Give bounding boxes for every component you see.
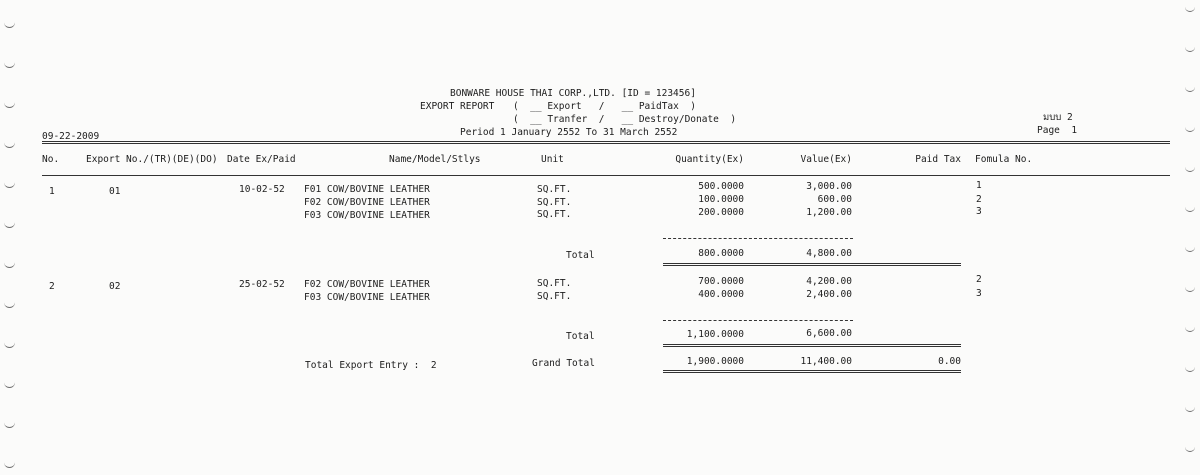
total-rule bbox=[663, 344, 961, 347]
item-formula: 2 bbox=[976, 274, 982, 285]
grand-total-paid-tax: 0.00 bbox=[938, 356, 961, 367]
perforation-mark bbox=[4, 220, 15, 228]
col-header-name: Name/Model/Stlys bbox=[389, 154, 481, 165]
item-quantity: 400.0000 bbox=[698, 289, 744, 300]
entry-date: 25-02-52 bbox=[239, 279, 285, 290]
perforation-mark bbox=[1185, 404, 1195, 412]
col-header-paid-tax: Paid Tax bbox=[915, 154, 961, 165]
perforation-mark bbox=[1185, 244, 1195, 252]
item-quantity: 200.0000 bbox=[698, 207, 744, 218]
subtotal-rule bbox=[663, 238, 853, 239]
item-quantity: 700.0000 bbox=[698, 276, 744, 287]
perforation-mark bbox=[1185, 364, 1195, 372]
header-rule-bottom bbox=[42, 175, 1170, 176]
entry-export-no: 02 bbox=[109, 281, 121, 292]
perforation-mark bbox=[4, 380, 15, 388]
item-quantity: 100.0000 bbox=[698, 194, 744, 205]
item-unit: SQ.FT. bbox=[537, 291, 572, 302]
perforation-mark bbox=[1185, 204, 1195, 212]
perforation-mark bbox=[1185, 4, 1195, 12]
print-date: 09-22-2009 bbox=[42, 131, 100, 142]
item-name: F01 COW/BOVINE LEATHER bbox=[304, 184, 430, 195]
item-name: F03 COW/BOVINE LEATHER bbox=[304, 210, 430, 221]
perforation-mark bbox=[1185, 164, 1195, 172]
perforation-mark bbox=[1185, 84, 1195, 92]
perforation-mark bbox=[4, 420, 15, 428]
perforation-mark bbox=[1185, 324, 1195, 332]
item-unit: SQ.FT. bbox=[537, 278, 572, 289]
document-code: มบบ 2 bbox=[1043, 112, 1073, 123]
subtotal-rule bbox=[663, 320, 853, 321]
item-value: 1,200.00 bbox=[806, 207, 852, 218]
perforation-mark bbox=[4, 300, 15, 308]
item-value: 4,200.00 bbox=[806, 276, 852, 287]
header-rule-top bbox=[42, 141, 1170, 144]
col-header-date: Date Ex/Paid bbox=[227, 154, 296, 165]
col-header-unit: Unit bbox=[541, 154, 564, 165]
company-name: BONWARE HOUSE THAI CORP.,LTD. [ID = 123456] bbox=[450, 88, 696, 99]
perforation-mark bbox=[4, 340, 15, 348]
item-value: 600.00 bbox=[817, 194, 852, 205]
report-period: Period 1 January 2552 To 31 March 2552 bbox=[460, 127, 678, 138]
col-header-value: Value(Ex) bbox=[800, 154, 852, 165]
col-header-quantity: Quantity(Ex) bbox=[675, 154, 744, 165]
item-formula: 3 bbox=[976, 288, 982, 299]
entry-no: 1 bbox=[49, 186, 55, 197]
page-number: Page 1 bbox=[1037, 125, 1078, 136]
perforation-mark bbox=[4, 180, 15, 188]
entry-no: 2 bbox=[49, 281, 55, 292]
total-label: Total bbox=[566, 250, 595, 261]
item-value: 2,400.00 bbox=[806, 289, 852, 300]
perforation-mark bbox=[4, 260, 15, 268]
item-quantity: 500.0000 bbox=[698, 181, 744, 192]
item-name: F03 COW/BOVINE LEATHER bbox=[304, 292, 430, 303]
grand-total-quantity: 1,900.0000 bbox=[686, 356, 744, 367]
grand-total-rule bbox=[663, 370, 961, 373]
perforation-mark bbox=[1185, 124, 1195, 132]
total-export-entry: Total Export Entry : 2 bbox=[305, 360, 437, 371]
item-name: F02 COW/BOVINE LEATHER bbox=[304, 197, 430, 208]
grand-total-value: 11,400.00 bbox=[800, 356, 852, 367]
col-header-export-no: Export No./(TR)(DE)(DO) bbox=[86, 154, 218, 165]
perforation-mark bbox=[1185, 444, 1195, 452]
item-formula: 1 bbox=[976, 180, 982, 191]
perforation-mark bbox=[1185, 284, 1195, 292]
total-value: 4,800.00 bbox=[806, 248, 852, 259]
report-options-line2: ( __ Tranfer / __ Destroy/Donate ) bbox=[513, 114, 737, 125]
total-label: Total bbox=[566, 331, 595, 342]
report-title: EXPORT REPORT bbox=[420, 101, 495, 112]
total-rule bbox=[663, 263, 961, 266]
item-formula: 2 bbox=[976, 194, 982, 205]
perforation-mark bbox=[4, 20, 15, 28]
perforation-mark bbox=[4, 460, 15, 468]
item-unit: SQ.FT. bbox=[537, 209, 572, 220]
perforation-mark bbox=[4, 60, 15, 68]
total-quantity: 800.0000 bbox=[698, 248, 744, 259]
item-formula: 3 bbox=[976, 206, 982, 217]
report-options-line1: ( __ Export / __ PaidTax ) bbox=[513, 101, 697, 112]
col-header-no: No. bbox=[42, 154, 60, 165]
item-unit: SQ.FT. bbox=[537, 197, 572, 208]
entry-export-no: 01 bbox=[109, 186, 121, 197]
col-header-formula: Fomula No. bbox=[975, 154, 1033, 165]
perforation-mark bbox=[4, 140, 15, 148]
item-unit: SQ.FT. bbox=[537, 184, 572, 195]
item-name: F02 COW/BOVINE LEATHER bbox=[304, 279, 430, 290]
entry-date: 10-02-52 bbox=[239, 184, 285, 195]
total-quantity: 1,100.0000 bbox=[686, 329, 744, 340]
perforation-mark bbox=[1185, 44, 1195, 52]
item-value: 3,000.00 bbox=[806, 181, 852, 192]
perforation-mark bbox=[4, 100, 15, 108]
grand-total-label: Grand Total bbox=[532, 358, 595, 369]
total-value: 6,600.00 bbox=[806, 328, 852, 339]
